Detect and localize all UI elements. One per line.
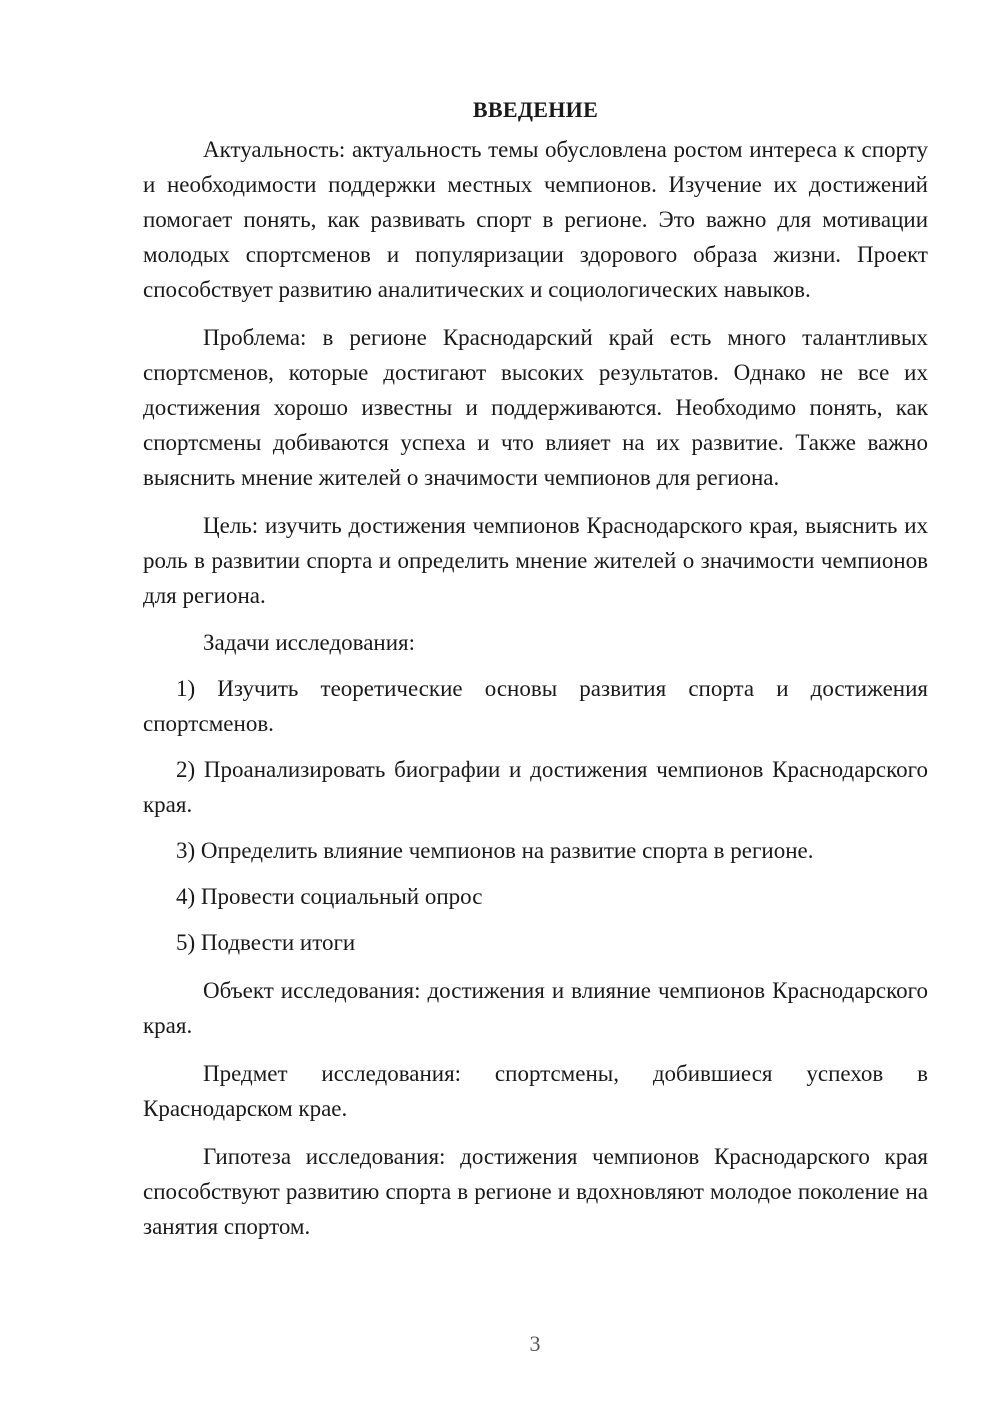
task-item-2: 2) Проанализировать биографии и достижения чемпионов Краснодарского края. — [143, 757, 928, 817]
page-content — [143, 92, 928, 1244]
task-item-4: 4) Провести социальный опрос — [176, 884, 483, 909]
task-item-1: 1) Изучить теоретические основы развития спорта и достижения спортсменов. — [143, 676, 928, 736]
task-item-5: 5) Подвести итоги — [176, 930, 356, 955]
page-number: 3 — [529, 1331, 541, 1356]
subject-paragraph: Предмет исследования: спортсмены, добившиеся успехов в Краснодарском крае. — [143, 1061, 928, 1121]
section-heading: ВВЕДЕНИЕ — [472, 97, 599, 122]
goal-paragraph: Цель: изучить достижения чемпионов Краснодарского края, выяснить их роль в развитии спорта и определить мнение жителей о значимости чемпионов для региона. — [143, 513, 928, 608]
task-item-3: 3) Определить влияние чемпионов на развитие спорта в регионе. — [176, 838, 814, 863]
problem-paragraph: Проблема: в регионе Краснодарский край есть много талантливых спортсменов, которые достигают высоких результатов. Однако не все их достижения хорошо известны и поддерживаются. Необходимо понять, как спортсмены добиваются успеха и что влияет на их развитие. Также важно выяснить мнение жителей о значимости чемпионов для региона. — [143, 325, 928, 490]
relevance-paragraph: Актуальность: актуальность темы обусловлена ростом интереса к спорту и необходимости поддержки местных чемпионов. Изучение их достижений помогает понять, как развивать спорт в регионе. Это важно для мотивации молодых спортсменов и популяризации здорового образа жизни. Проект способствует развитию аналитических и социологических навыков. — [143, 137, 928, 302]
hypothesis-paragraph: Гипотеза исследования: достижения чемпионов Краснодарского края способствуют развитию спорта в регионе и вдохновляют молодое поколение на занятия спортом. — [143, 1144, 928, 1239]
tasks-heading: Задачи исследования: — [203, 630, 416, 655]
object-paragraph: Объект исследования: достижения и влияние чемпионов Краснодарского края. — [143, 978, 928, 1038]
